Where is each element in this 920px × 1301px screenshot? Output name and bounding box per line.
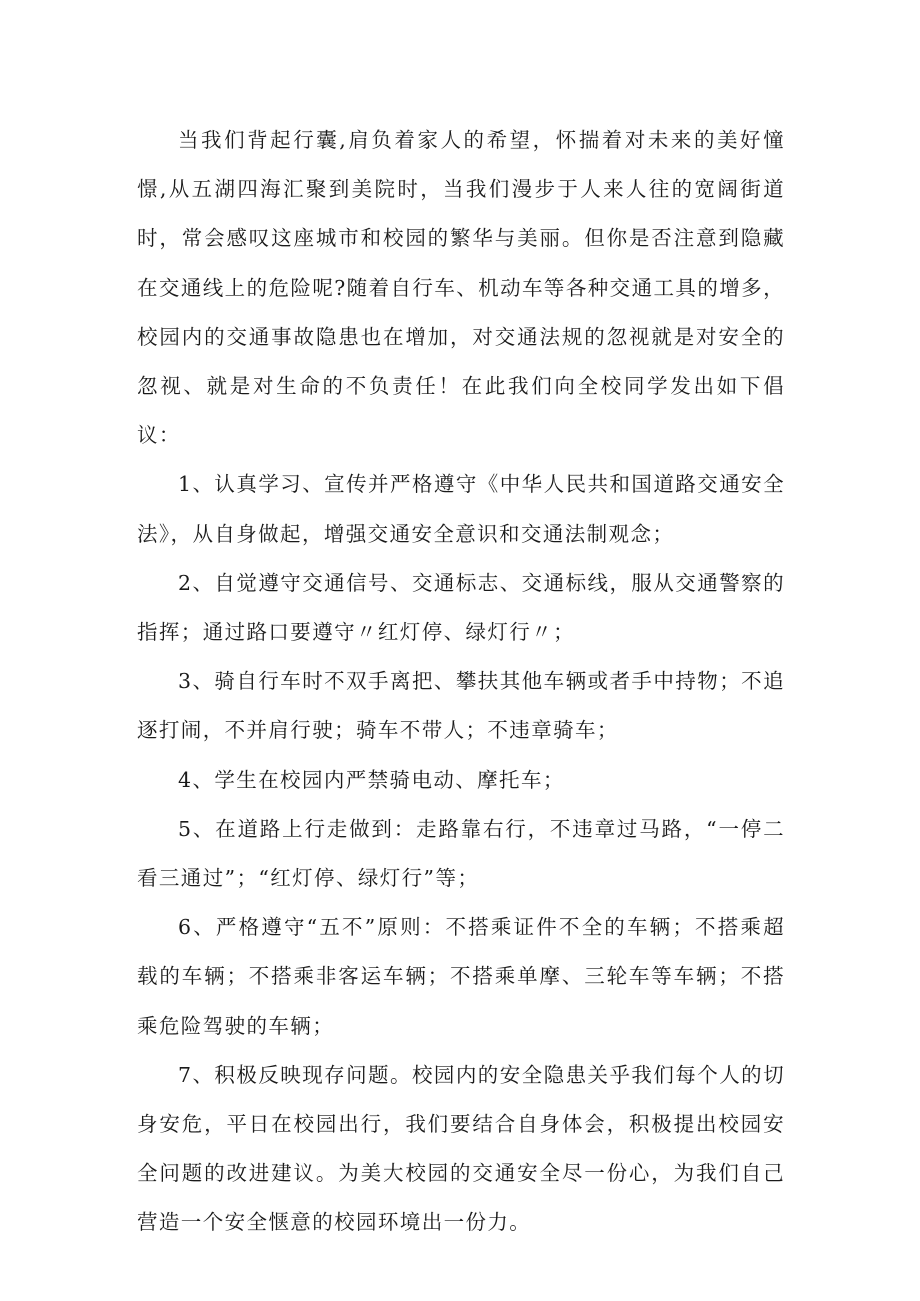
proposal-item-5: 5、在道路上行走做到：走路靠右行，不违章过马路，“一停二看三通过”；“红灯停、绿灯行”等； xyxy=(137,816,785,891)
intro-paragraph: 当我们背起行囊,肩负着家人的希望，怀揣着对未来的美好憧憬,从五湖四海汇聚到美院时，当我们漫步于人来人往的宽阔街道时，常会感叹这座城市和校园的繁华与美丽。但你是否注意到隐藏在交通线上的危险呢?随着自行车、机动车等各种交通工具的增多，校园内的交通事故隐患也在增加，对交通法规的忽视就是对安全的忽视、就是对生命的不负责任！在此我们向全校同学发出如下倡议： xyxy=(137,128,785,448)
document-body xyxy=(137,116,785,1248)
proposal-item-7: 7、积极反映现存问题。校园内的安全隐患关乎我们每个人的切身安危，平日在校园出行，我们要结合自身体会，积极提出校园安全问题的改进建议。为美大校园的交通安全尽一份心，为我们自己营造一个安全惬意的校园环境出一份力。 xyxy=(137,1062,785,1235)
proposal-item-3: 3、骑自行车时不双手离把、攀扶其他车辆或者手中持物；不追逐打闹，不并肩行驶；骑车不带人；不违章骑车； xyxy=(137,669,785,743)
proposal-item-2: 2、自觉遵守交通信号、交通标志、交通标线，服从交通警察的指挥；通过路口要遵守〃红灯停、绿灯行〃； xyxy=(137,570,785,645)
proposal-item-1: 1、认真学习、宣传并严格遵守《中华人民共和国道路交通安全法》，从自身做起，增强交通安全意识和交通法制观念； xyxy=(137,472,785,546)
proposal-item-4: 4、学生在校园内严禁骑电动、摩托车； xyxy=(178,767,565,792)
proposal-item-6: 6、严格遵守“五不”原则：不搭乘证件不全的车辆；不搭乘超载的车辆；不搭乘非客运车辆；不搭乘单摩、三轮车等车辆；不搭乘危险驾驶的车辆； xyxy=(137,915,785,1038)
